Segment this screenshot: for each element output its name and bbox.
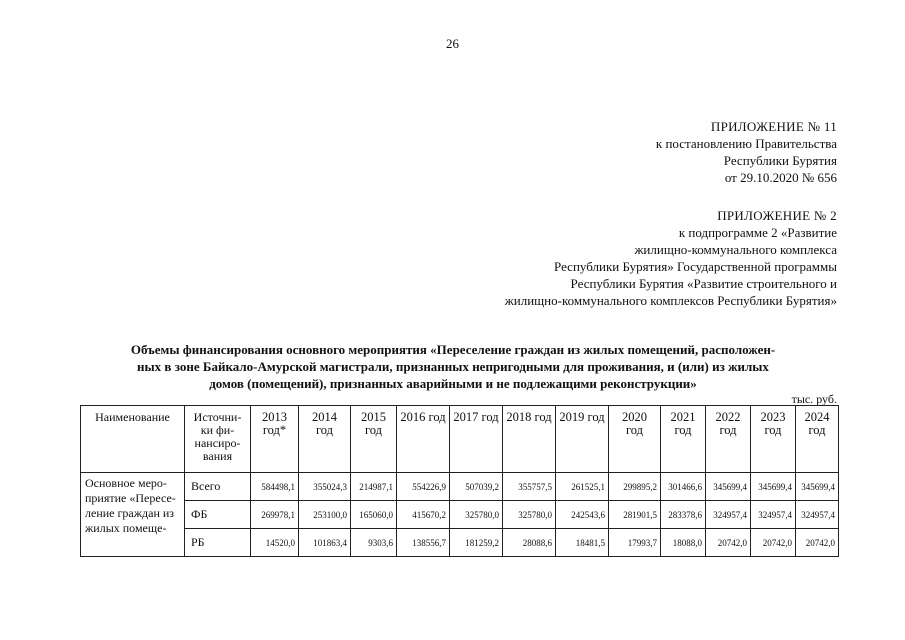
- value-cell: 345699,4: [751, 473, 796, 501]
- document-title: [68, 341, 838, 392]
- annex-11-block: [656, 118, 837, 186]
- source-cell: ФБ: [185, 501, 251, 529]
- header-name: Наименование: [81, 406, 185, 473]
- value-cell: 14520,0: [251, 529, 299, 557]
- value-cell: 242543,6: [556, 501, 609, 529]
- header-year: 2015 год: [351, 406, 397, 473]
- annex-11-line: Республики Бурятия: [723, 153, 837, 168]
- annex-2-line: Республики Бурятия «Развитие строительного и: [570, 276, 837, 291]
- value-cell: 28088,6: [503, 529, 556, 557]
- value-cell: 554226,9: [397, 473, 450, 501]
- value-cell: 101863,4: [299, 529, 351, 557]
- value-cell: 584498,1: [251, 473, 299, 501]
- title-line: ных в зоне Байкало-Амурской магистрали, признанных непригодными для проживания, и (или) из жилых: [137, 359, 769, 374]
- value-cell: 324957,4: [751, 501, 796, 529]
- table-header-row: [81, 406, 839, 473]
- value-cell: 261525,1: [556, 473, 609, 501]
- table-row: [81, 529, 839, 557]
- value-cell: 324957,4: [796, 501, 839, 529]
- value-cell: 18088,0: [661, 529, 706, 557]
- value-cell: 20742,0: [706, 529, 751, 557]
- header-year: 2022 год: [706, 406, 751, 473]
- source-cell: Всего: [185, 473, 251, 501]
- title-line: домов (помещений), признанных аварийными и не подлежащими реконструкции»: [209, 376, 697, 391]
- value-cell: 138556,7: [397, 529, 450, 557]
- header-year: 2016 год: [397, 406, 450, 473]
- annex-11-line: к постановлению Правительства: [655, 136, 837, 151]
- value-cell: 355024,3: [299, 473, 351, 501]
- annex-2-line: жилищно-коммунального комплекса: [634, 242, 837, 257]
- value-cell: 17993,7: [609, 529, 661, 557]
- value-cell: 355757,5: [503, 473, 556, 501]
- annex-2-line: Республики Бурятия» Государственной программы: [554, 259, 837, 274]
- table-row: [81, 473, 839, 501]
- unit-label: тыс. руб.: [791, 392, 837, 406]
- header-year: 2019 год: [556, 406, 609, 473]
- header-year: 2021 год: [661, 406, 706, 473]
- value-cell: 18481,5: [556, 529, 609, 557]
- value-cell: 9303,6: [351, 529, 397, 557]
- value-cell: 301466,6: [661, 473, 706, 501]
- table-row: [81, 501, 839, 529]
- value-cell: 345699,4: [796, 473, 839, 501]
- annex-2-block: [505, 207, 837, 309]
- value-cell: 269978,1: [251, 501, 299, 529]
- value-cell: 281901,5: [609, 501, 661, 529]
- value-cell: 214987,1: [351, 473, 397, 501]
- value-cell: 253100,0: [299, 501, 351, 529]
- value-cell: 20742,0: [751, 529, 796, 557]
- annex-2-line: жилищно-коммунального комплексов Республики Бурятия»: [504, 293, 837, 308]
- header-year: 2013 год*: [251, 406, 299, 473]
- value-cell: 283378,6: [661, 501, 706, 529]
- annex-11-heading: ПРИЛОЖЕНИЕ № 11: [710, 119, 837, 134]
- page-number: 26: [446, 36, 459, 51]
- value-cell: 325780,0: [450, 501, 503, 529]
- value-cell: 20742,0: [796, 529, 839, 557]
- value-cell: 181259,2: [450, 529, 503, 557]
- value-cell: 299895,2: [609, 473, 661, 501]
- value-cell: 324957,4: [706, 501, 751, 529]
- annex-2-line: к подпрограмме 2 «Развитие: [678, 225, 837, 240]
- measure-name-cell: Основное меро-приятие «Пересе-ление граждан из жилых помеще-: [81, 473, 185, 557]
- title-line: Объемы финансирования основного мероприятия «Переселение граждан из жилых помещений, расположен-: [130, 342, 776, 357]
- header-source: Источни-ки фи-нансиро-вания: [185, 406, 251, 473]
- header-year: 2024 год: [796, 406, 839, 473]
- annex-11-line: от 29.10.2020 № 656: [724, 170, 837, 185]
- value-cell: 165060,0: [351, 501, 397, 529]
- financing-table: [80, 405, 839, 557]
- annex-2-heading: ПРИЛОЖЕНИЕ № 2: [717, 208, 837, 223]
- value-cell: 415670,2: [397, 501, 450, 529]
- value-cell: 345699,4: [706, 473, 751, 501]
- header-year: 2020 год: [609, 406, 661, 473]
- source-cell: РБ: [185, 529, 251, 557]
- header-year: 2017 год: [450, 406, 503, 473]
- header-year: 2014 год: [299, 406, 351, 473]
- value-cell: 325780,0: [503, 501, 556, 529]
- header-year: 2018 год: [503, 406, 556, 473]
- value-cell: 507039,2: [450, 473, 503, 501]
- header-year: 2023 год: [751, 406, 796, 473]
